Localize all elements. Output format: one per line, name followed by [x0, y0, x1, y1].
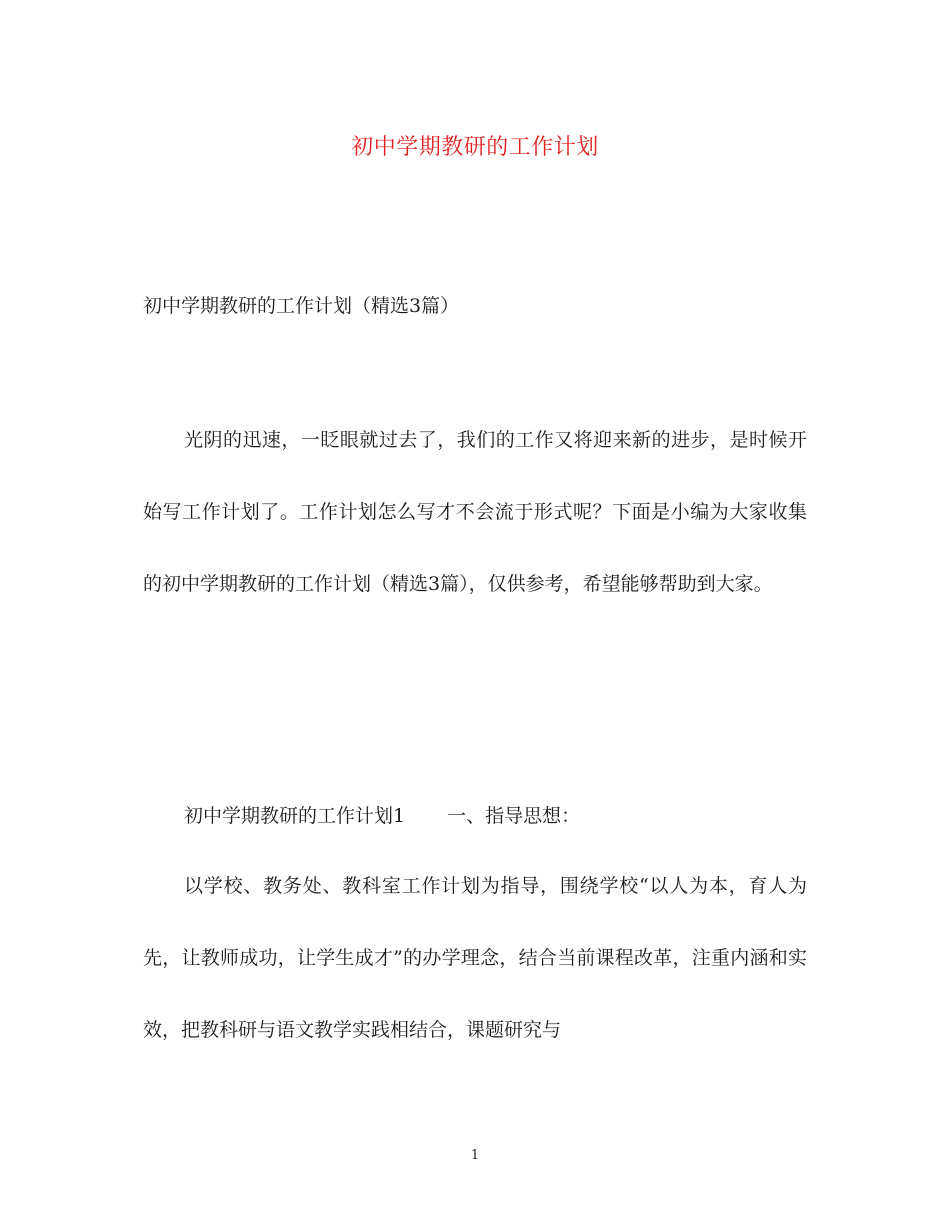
section1-heading: 初中学期教研的工作计划1 — [184, 805, 406, 827]
document-subtitle: 初中学期教研的工作计划（精选3篇） — [143, 295, 460, 317]
section1-body-paragraph: 以学校、教务处、教科室工作计划为指导，围绕学校“以人为本，育人为先，让教师成功，让学生成才”的办学理念，结合当前课程改革，注重内涵和实效，把教科研与语文教学实践相结合，课题研究与 — [143, 875, 807, 1041]
document-title: 初中学期教研的工作计划 — [351, 135, 599, 160]
section1-subheading: 一、指导思想： — [447, 805, 581, 827]
section1-heading-line — [184, 800, 580, 832]
page-number: 1 — [470, 1148, 480, 1163]
intro-paragraph: 光阴的迅速，一眨眼就过去了，我们的工作又将迎来新的进步，是时候开始写工作计划了。工作计划怎么写才不会流于形式呢？下面是小编为大家收集的初中学期教研的工作计划（精选3篇），仅供参考，希望能够帮助到大家。 — [143, 429, 807, 595]
